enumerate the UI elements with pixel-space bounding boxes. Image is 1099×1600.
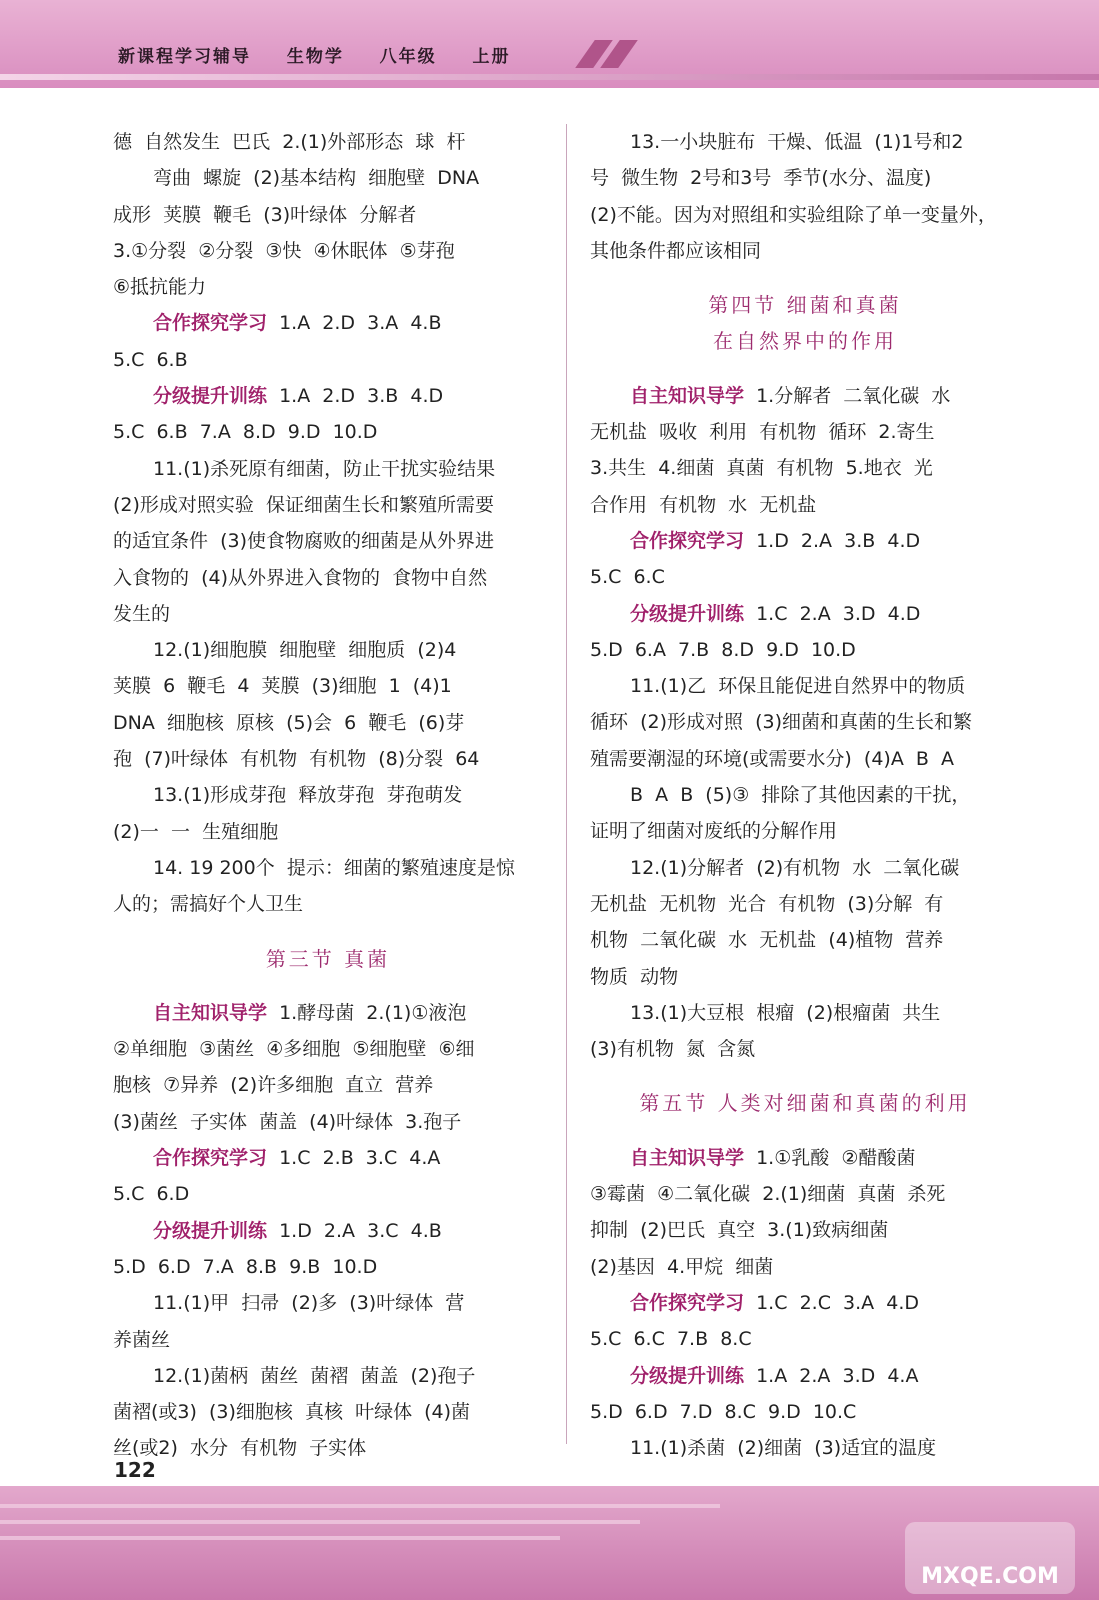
answer-line: 循环 (2)形成对照 (3)细菌和真菌的生长和繁 [590,711,972,734]
section-label: 分级提升训练 [153,1219,268,1242]
section-title: 第四节 细菌和真菌 [708,293,902,318]
answer-line: 5.C 6.D [113,1183,190,1206]
section-label: 合作探究学习 [630,529,745,552]
watermark-text: MXQE.COM [921,1564,1059,1589]
answer-line: (2)基因 4.甲烷 细菌 [590,1255,774,1278]
answer-line: (3)菌丝 子实体 菌盖 (4)叶绿体 3.孢子 [113,1110,462,1133]
answer-line: 号 微生物 2号和3号 季节(水分、温度) [590,167,932,190]
answer-line: 自主知识导学 1.分解者 二氧化碳 水 [630,384,951,407]
answer-line: 分级提升训练 1.A 2.D 3.B 4.D [153,385,444,408]
watermark-logo [905,1522,1075,1594]
answer-line: 弯曲 螺旋 (2)基本结构 细胞壁 DNA [153,167,480,190]
answer-line: 养菌丝 [113,1328,171,1351]
answer-line: 12.(1)菌柄 菌丝 菌褶 菌盖 (2)孢子 [153,1364,476,1387]
answer-line: (3)有机物 氮 含氮 [590,1038,756,1061]
answer-line: 13.(1)大豆根 根瘤 (2)根瘤菌 共生 [630,1001,941,1024]
answer-line: 的适宜条件 (3)使食物腐败的细菌是从外界进 [113,530,494,553]
answer-line: ⑥抵抗能力 [113,276,207,299]
answer-line: 5.C 6.C [590,566,665,589]
answer-line: 11.(1)甲 扫帚 (2)多 (3)叶绿体 营 [153,1292,465,1315]
answer-line: 3.①分裂 ②分裂 ③快 ④休眠体 ⑤芽孢 [113,239,455,262]
page-number: 122 [114,1458,156,1482]
answer-line: 14. 19 200个 提示：细菌的繁殖速度是惊 [153,856,515,879]
right-column [590,124,1020,1466]
answer-line: 胞核 ⑦异养 (2)许多细胞 直立 营养 [113,1074,434,1097]
answer-line: 孢 (7)叶绿体 有机物 有机物 (8)分裂 64 [113,748,480,771]
answer-line: B A B (5)③ 排除了其他因素的干扰， [630,784,971,807]
answer-line: 德 自然发生 巴氏 2.(1)外部形态 球 杆 [113,131,466,153]
answer-line: 分级提升训练 1.C 2.A 3.D 4.D [630,602,921,625]
answer-line: 无机盐 无机物 光合 有机物 (3)分解 有 [590,892,944,915]
answer-line: (2)一 一 生殖细胞 [113,820,279,843]
answer-line: (2)不能。因为对照组和实验组除了单一变量外， [590,203,997,226]
answer-line: 自主知识导学 1.①乳酸 ②醋酸菌 [630,1146,916,1169]
answer-line: 合作探究学习 1.C 2.B 3.C 4.A [153,1147,441,1170]
section-label: 自主知识导学 [630,384,745,407]
answer-line: 成形 荚膜 鞭毛 (3)叶绿体 分解者 [113,203,417,226]
section-label: 合作探究学习 [153,312,268,335]
answer-line: 自主知识导学 1.酵母菌 2.(1)①液泡 [153,1001,467,1024]
footer-decoration [0,1520,640,1524]
answer-line: 5.C 6.B [113,348,188,371]
book-title: 新课程学习辅导 生物学 八年级 上册 [118,47,511,67]
header-divider [0,74,1099,80]
answer-line: 合作探究学习 1.C 2.C 3.A 4.D [630,1291,920,1314]
answer-line: ②单细胞 ③菌丝 ④多细胞 ⑤细胞壁 ⑥细 [113,1038,475,1061]
answer-line: 殖需要潮湿的环境(或需要水分) (4)A B A [590,747,955,770]
answer-line: 5.D 6.D 7.D 8.C 9.D 10.C [590,1400,857,1423]
section-subtitle: 在自然界中的作用 [713,329,897,354]
answer-line: 11.(1)乙 环保且能促进自然界中的物质 [630,675,966,698]
answer-line: 5.C 6.C 7.B 8.C [590,1328,752,1351]
answer-line: 入食物的 (4)从外界进入食物的 食物中自然 [113,566,488,589]
section-title: 第五节 人类对细菌和真菌的利用 [639,1091,971,1116]
section-title: 第三节 真菌 [265,946,391,971]
footer-decoration [0,1504,720,1508]
answer-line: 菌褶(或3) (3)细胞核 真核 叶绿体 (4)菌 [113,1401,471,1424]
answer-line: 合作探究学习 1.A 2.D 3.A 4.B [153,312,442,335]
answer-line: DNA 细胞核 原核 (5)会 6 鞭毛 (6)芽 [113,711,465,734]
answer-line: 13.一小块脏布 干燥、低温 (1)1号和2 [630,131,964,153]
answer-line: 机物 二氧化碳 水 无机盐 (4)植物 营养 [590,929,944,952]
answer-line: 物质 动物 [590,965,679,988]
answer-line: (2)形成对照实验 保证细菌生长和繁殖所需要 [113,493,494,516]
answer-line: 13.(1)形成芽孢 释放芽孢 芽孢萌发 [153,784,463,807]
answer-line: 证明了细菌对废纸的分解作用 [590,820,838,843]
section-label: 分级提升训练 [630,1364,745,1387]
answer-line: 人的；需搞好个人卫生 [113,893,304,916]
answer-line: 3.共生 4.细菌 真菌 有机物 5.地衣 光 [590,457,933,480]
column-divider [566,124,567,1444]
answer-line: 抑制 (2)巴氏 真空 3.(1)致病细菌 [590,1219,889,1242]
left-column [113,124,543,1467]
answer-line: 分级提升训练 1.D 2.A 3.C 4.B [153,1219,442,1242]
answer-line: 无机盐 吸收 利用 有机物 循环 2.寄生 [590,421,935,444]
answer-line: 5.C 6.B 7.A 8.D 9.D 10.D [113,421,378,444]
answer-line: 荚膜 6 鞭毛 4 荚膜 (3)细胞 1 (4)1 [113,675,452,698]
page-header [0,0,1099,88]
answer-line: 丝(或2) 水分 有机物 子实体 [113,1437,367,1460]
answer-line: 分级提升训练 1.A 2.A 3.D 4.A [630,1364,919,1387]
answer-line: 12.(1)细胞膜 细胞壁 细胞质 (2)4 [153,639,457,662]
answer-line: 12.(1)分解者 (2)有机物 水 二氧化碳 [630,856,960,879]
section-label: 分级提升训练 [630,602,745,625]
section-label: 合作探究学习 [153,1147,268,1170]
answer-line: 合作探究学习 1.D 2.A 3.B 4.D [630,529,921,552]
section-label: 分级提升训练 [153,385,268,408]
answer-line: 合作用 有机物 水 无机盐 [590,493,817,516]
answer-line: 5.D 6.A 7.B 8.D 9.D 10.D [590,638,856,661]
section-label: 合作探究学习 [630,1291,745,1314]
answer-line: 11.(1)杀菌 (2)细菌 (3)适宜的温度 [630,1437,937,1460]
answer-line: 5.D 6.D 7.A 8.B 9.B 10.D [113,1255,378,1278]
answer-line: 11.(1)杀死原有细菌，防止干扰实验结果 [153,457,496,480]
answer-line: 其他条件都应该相同 [590,239,762,262]
footer-decoration [0,1536,560,1540]
answer-line: ③霉菌 ④二氧化碳 2.(1)细菌 真菌 杀死 [590,1183,946,1206]
section-label: 自主知识导学 [153,1001,268,1024]
section-label: 自主知识导学 [630,1146,745,1169]
answer-line: 发生的 [113,602,171,625]
